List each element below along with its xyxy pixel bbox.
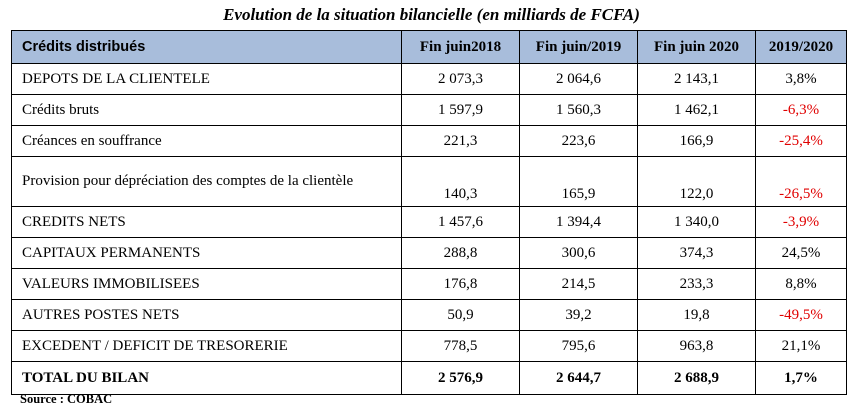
cell-2018: 2 576,9 xyxy=(402,362,520,395)
cell-2020: 122,0 xyxy=(638,157,756,207)
total-row xyxy=(12,362,847,395)
table-row xyxy=(12,207,847,238)
cell-2018: 2 073,3 xyxy=(402,64,520,95)
cell-2020: 374,3 xyxy=(638,238,756,269)
cell-2018: 1 597,9 xyxy=(402,95,520,126)
cell-variation: -3,9% xyxy=(756,207,847,238)
cell-2018: 1 457,6 xyxy=(402,207,520,238)
table-row xyxy=(12,300,847,331)
cell-variation: -6,3% xyxy=(756,95,847,126)
cell-2019: 1 560,3 xyxy=(520,95,638,126)
cell-2019: 214,5 xyxy=(520,269,638,300)
cell-2018: 176,8 xyxy=(402,269,520,300)
cell-2018: 221,3 xyxy=(402,126,520,157)
row-label: EXCEDENT / DEFICIT DE TRESORERIE xyxy=(12,331,402,362)
cell-2020: 19,8 xyxy=(638,300,756,331)
cell-2019: 223,6 xyxy=(520,126,638,157)
cell-2018: 50,9 xyxy=(402,300,520,331)
cell-variation: -49,5% xyxy=(756,300,847,331)
table-title: Evolution de la situation bilancielle (en milliards de FCFA) xyxy=(223,5,640,24)
source-note: Source : COBAC xyxy=(20,392,113,406)
balance-sheet-table xyxy=(11,30,847,395)
row-label: Créances en souffrance xyxy=(12,126,402,157)
header-variation: 2019/2020 xyxy=(756,31,847,64)
cell-2020: 963,8 xyxy=(638,331,756,362)
cell-2018: 288,8 xyxy=(402,238,520,269)
header-2018: Fin juin2018 xyxy=(402,31,520,64)
cell-2019: 2 064,6 xyxy=(520,64,638,95)
table-row xyxy=(12,331,847,362)
row-label: CAPITAUX PERMANENTS xyxy=(12,238,402,269)
cell-2020: 1 462,1 xyxy=(638,95,756,126)
row-label: TOTAL DU BILAN xyxy=(12,362,402,395)
cell-2020: 2 143,1 xyxy=(638,64,756,95)
cell-2019: 300,6 xyxy=(520,238,638,269)
cell-variation: 8,8% xyxy=(756,269,847,300)
row-label: CREDITS NETS xyxy=(12,207,402,238)
cell-variation: -26,5% xyxy=(756,157,847,207)
table-row xyxy=(12,64,847,95)
cell-variation: 1,7% xyxy=(756,362,847,395)
header-2020: Fin juin 2020 xyxy=(638,31,756,64)
table-row xyxy=(12,95,847,126)
cell-2018: 778,5 xyxy=(402,331,520,362)
row-label: AUTRES POSTES NETS xyxy=(12,300,402,331)
header-label: Crédits distribués xyxy=(12,31,402,64)
header-2019: Fin juin/2019 xyxy=(520,31,638,64)
cell-2019: 1 394,4 xyxy=(520,207,638,238)
table-row xyxy=(12,157,847,207)
row-label: VALEURS IMMOBILISEES xyxy=(12,269,402,300)
cell-variation: 21,1% xyxy=(756,331,847,362)
row-label: Crédits bruts xyxy=(12,95,402,126)
cell-2020: 2 688,9 xyxy=(638,362,756,395)
cell-2019: 39,2 xyxy=(520,300,638,331)
cell-2019: 165,9 xyxy=(520,157,638,207)
table-row xyxy=(12,238,847,269)
cell-2020: 1 340,0 xyxy=(638,207,756,238)
cell-variation: -25,4% xyxy=(756,126,847,157)
table-row xyxy=(12,269,847,300)
cell-2018: 140,3 xyxy=(402,157,520,207)
cell-2019: 2 644,7 xyxy=(520,362,638,395)
header-row xyxy=(12,31,847,64)
cell-2019: 795,6 xyxy=(520,331,638,362)
row-label: DEPOTS DE LA CLIENTELE xyxy=(12,64,402,95)
cell-variation: 24,5% xyxy=(756,238,847,269)
cell-2020: 233,3 xyxy=(638,269,756,300)
table-row xyxy=(12,126,847,157)
cell-variation: 3,8% xyxy=(756,64,847,95)
row-label: Provision pour dépréciation des comptes de la clientèle xyxy=(12,157,402,207)
cell-2020: 166,9 xyxy=(638,126,756,157)
